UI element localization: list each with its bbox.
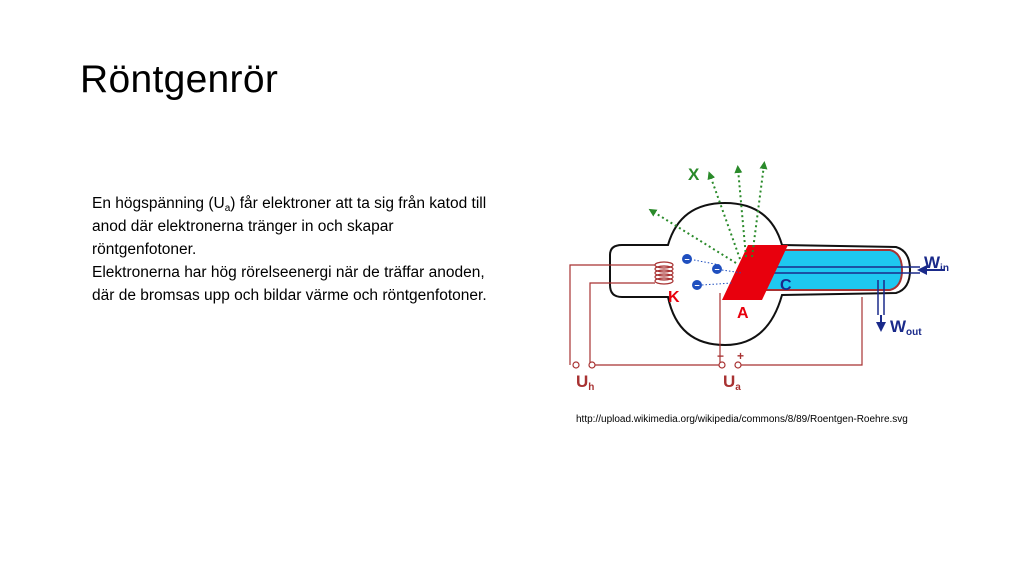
paragraph-1-start: En högspänning (U (92, 195, 225, 212)
terminal-uh-left (573, 362, 579, 368)
paragraph-2: Elektronerna har hög rörelseenergi när de träffar anoden, där de bromsas upp och bildar värme och röntgenfotoner. (92, 264, 487, 304)
label-a: A (737, 305, 749, 322)
label-k: K (668, 289, 680, 306)
image-source-caption: http://upload.wikimedia.org/wikipedia/commons/8/89/Roentgen-Roehre.svg (576, 414, 908, 425)
paragraph-1 (92, 192, 492, 261)
label-minus: − (717, 349, 725, 363)
label-x: X (688, 165, 700, 184)
label-w-out: Wout (890, 317, 922, 338)
slide-title: Röntgenrör (80, 58, 279, 101)
body-text (92, 192, 492, 307)
label-uh: Uh (576, 372, 595, 393)
label-plus: + (737, 349, 745, 363)
label-c: C (780, 277, 792, 294)
electron-sign-3: − (694, 280, 700, 291)
electron-sign-2: − (714, 264, 720, 275)
label-w-in: Win (924, 253, 949, 274)
paragraph-1-subscript: a (224, 203, 231, 214)
label-ua: Ua (723, 372, 741, 393)
electron-sign-1: − (684, 254, 690, 265)
paragraph-1-end: ) får elektroner att ta sig från katod till anod där elektronerna tränger in och skapar röntgenfotoner. (92, 195, 487, 258)
xray-tube-diagram (560, 155, 980, 395)
terminal-uh-right (589, 362, 595, 368)
